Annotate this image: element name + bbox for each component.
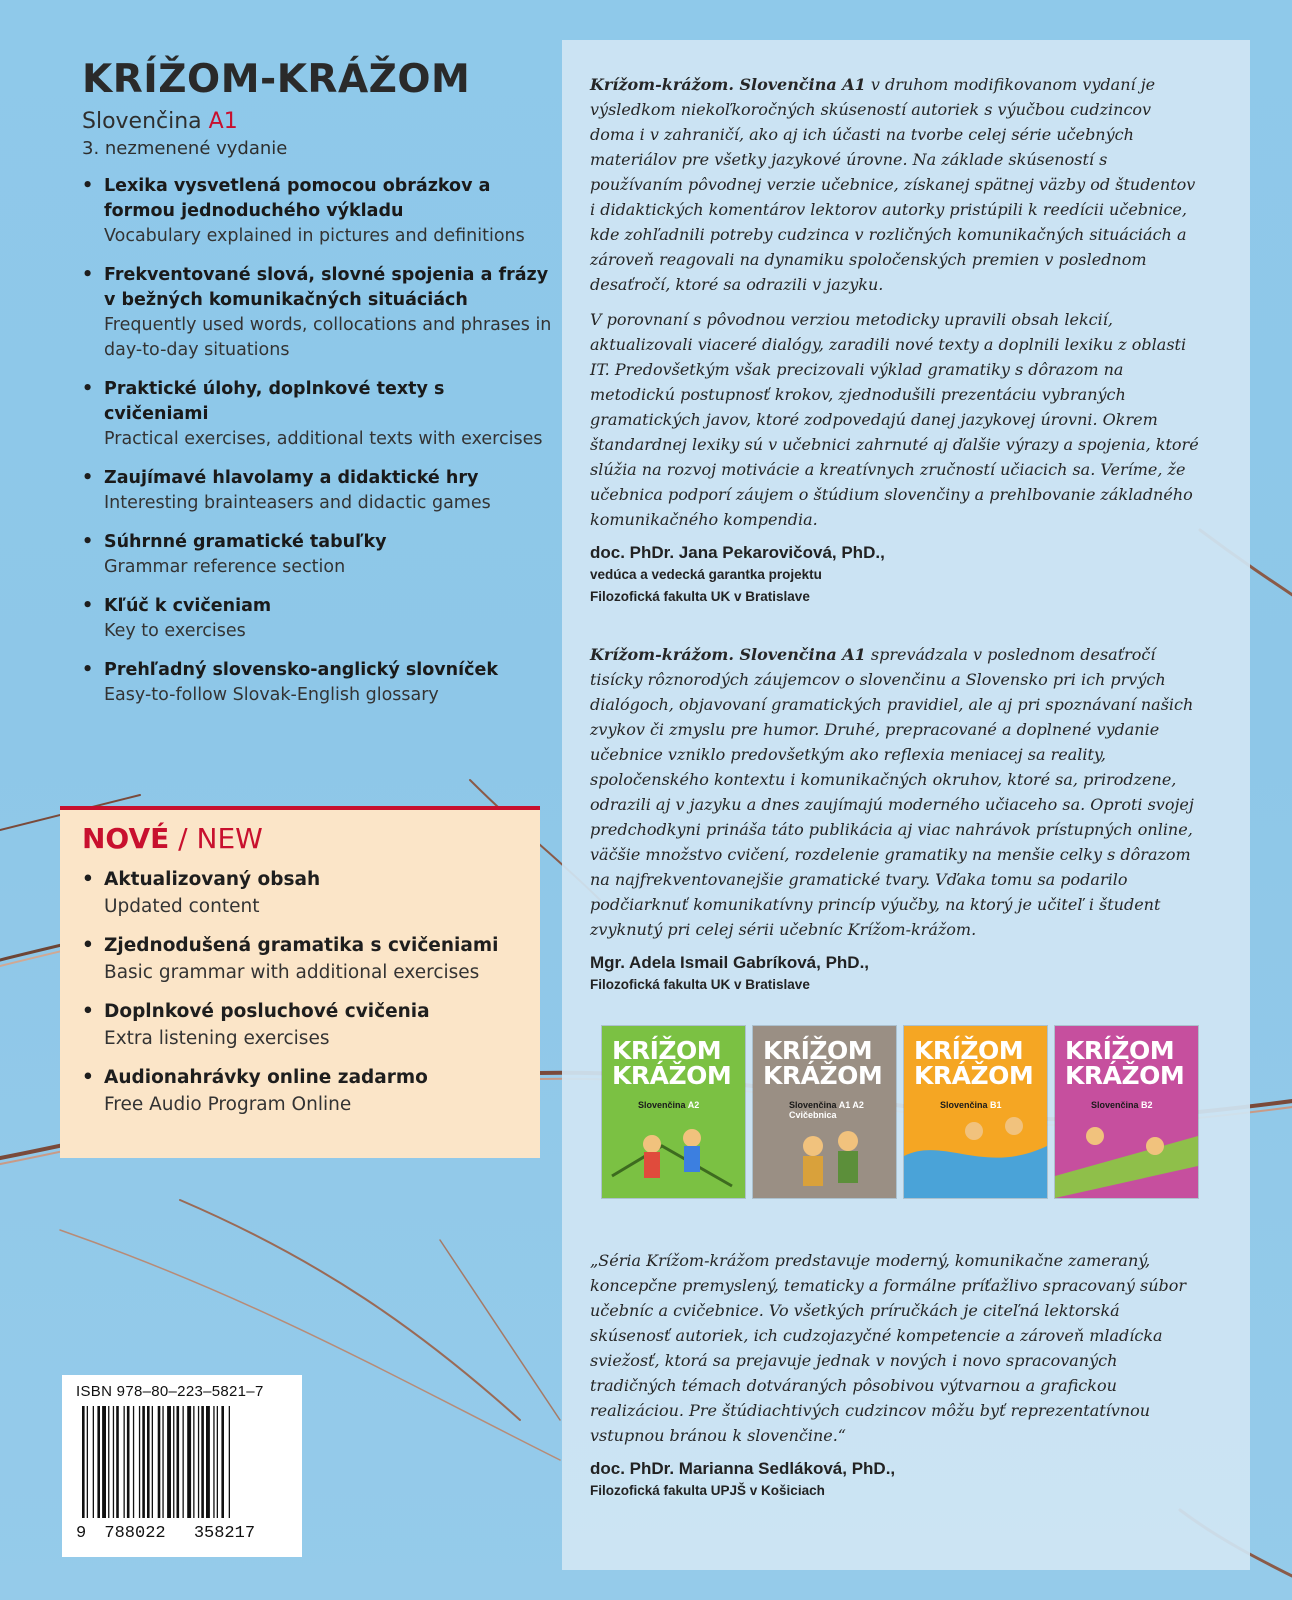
new-feature-sk: • Aktualizovaný obsah [104, 869, 321, 890]
barcode-bar [102, 1406, 106, 1518]
para1-text: v druhom modifikovanom vydaní je výsledkom niekoľkoročných skúseností autoriek s výučbou cudzincov doma i v zahraničí, ako aj ich účasti na tvorbe celej série učebných materiálov pre všetky jazykové úrovne. Na základe skúseností s používaním pôvodnej verzie učebnice, získanej spätnej väzby od študentov i didaktických komentárov lektorov autorky pristúpili k reedícii učebnice, kde zohľadnili potreby cudzinca v rozličných komunikačných situáciách a zároveň reagovali na dynamiku spoločenských premien v poslednom desaťročí, ktoré sa odrazili v jazyku. [590, 75, 1196, 294]
cover-title [763, 1038, 882, 1088]
barcode-bar [113, 1406, 114, 1518]
para3-lead: Krížom-krážom. Slovenčina A1 [590, 645, 866, 664]
new-feature-sk: • Zjednodušená gramatika s cvičeniami [104, 935, 499, 956]
barcode-image [76, 1406, 290, 1526]
cover-a1-a2-workbook [753, 1026, 896, 1198]
cover-label: Slovenčina [638, 1100, 686, 1110]
new-feature-list [82, 866, 520, 1118]
cover-title-line2: KRÁŽOM [763, 1061, 883, 1090]
new-feature-item [82, 932, 520, 986]
isbn-barcode-box [62, 1375, 302, 1557]
barcode-bar [142, 1406, 145, 1518]
cover-title-line1: KRÍŽOM [763, 1036, 873, 1065]
author3-affiliation: Filozofická fakulta UPJŠ v Košiciach [590, 1483, 825, 1498]
author1-signature [590, 542, 1230, 608]
cover-title-line2: KRÁŽOM [914, 1061, 1034, 1090]
barcode-bar [167, 1406, 171, 1518]
feature-item [82, 174, 552, 249]
barcode-bar [173, 1406, 174, 1518]
new-feature-en: Free Audio Program Online [104, 1094, 352, 1115]
author1-affiliation: Filozofická fakulta UK v Bratislave [590, 589, 810, 604]
feature-sk: • Zaujímavé hlavolamy a didaktické hry [104, 468, 479, 488]
barcode-bar [116, 1406, 119, 1518]
author3-signature [590, 1458, 1230, 1502]
barcode-digits-left: 788022 [104, 1524, 166, 1543]
barcode-bar [152, 1406, 153, 1518]
feature-en: Practical exercises, additional texts with exercises [104, 429, 543, 449]
barcode-bar [187, 1406, 191, 1518]
cover-title [1065, 1038, 1184, 1088]
new-feature-en: Basic grammar with additional exercises [104, 962, 480, 983]
barcode-bar [198, 1406, 199, 1518]
feature-list [82, 174, 552, 708]
new-heading-en: NEW [196, 822, 263, 855]
feature-item [82, 263, 552, 363]
barcode-bar [82, 1406, 85, 1518]
cover-title-line2: KRÁŽOM [1065, 1061, 1185, 1090]
description-panel [562, 40, 1250, 1570]
barcode-bar [162, 1406, 163, 1518]
new-feature-en: Extra listening exercises [104, 1028, 330, 1049]
cover-label: Slovenčina [1091, 1100, 1139, 1110]
subtitle [82, 108, 552, 136]
feature-sk: • Praktické úlohy, doplnkové texty s cvičeniami [104, 379, 445, 424]
cover-level: A2 [687, 1100, 700, 1110]
barcode-digits-right: 358217 [193, 1524, 256, 1543]
series-covers [602, 1026, 1230, 1198]
cover-extra: Cvičebnica [789, 1110, 837, 1120]
author1-role: vedúca a vedecká garantka projektu [590, 567, 822, 582]
author2-name: Mgr. Adela Ismail Gabríková, PhD., [590, 953, 870, 972]
cover-title [612, 1038, 731, 1088]
cover-b1 [904, 1026, 1047, 1198]
barcode-bar [139, 1406, 140, 1518]
cover-label: Slovenčina [940, 1100, 988, 1110]
description-paragraph-1 [590, 72, 1200, 297]
left-column [82, 56, 552, 722]
barcode-bar [221, 1406, 224, 1518]
cover-level: B2 [1141, 1100, 1153, 1110]
new-heading-sk: NOVÉ [82, 822, 170, 855]
cover-title-line1: KRÍŽOM [612, 1036, 722, 1065]
barcode-bar [177, 1406, 180, 1518]
barcode-bar [108, 1406, 109, 1518]
barcode-bar [127, 1406, 130, 1518]
new-feature-sk: • Audionahrávky online zadarmo [104, 1067, 428, 1088]
cover-a2 [602, 1026, 745, 1198]
barcode-bar [133, 1406, 134, 1518]
feature-en: Interesting brainteasers and didactic games [104, 493, 491, 513]
isbn-number: ISBN 978–80–223–5821–7 [76, 1383, 264, 1400]
new-feature-sk: • Doplnkové posluchové cvičenia [104, 1001, 430, 1022]
para3-text: sprevádzala v poslednom desaťročí tisícky rôznorodých záujemcov o slovenčinu a Slovensko pri ich prvých dialógoch, objavovaní gramatických pravidiel, ale aj pri spoznávaní našich zvykov či zmyslu pre humor. Druhé, prepracované a doplnené vydanie učebnice vzniklo predovšetkým ako reflexia meniacej sa reality, spoločenského kontextu i komunikačných okruhov, ktoré sa, prirodzene, odrazili aj v jazyku a dnes zaujímajú moderného učiaceho sa. Oproti svojej predchodkyni prináša táto publikácia aj viac nahrávok prístupných online, väčšie množstvo cvičení, rozdelenie gramatiky na menšie celky s dôrazom na najfrekventovanejšie gramatické tvary. Vďaka tomu sa podarilo podčiarknuť komunikatívny princíp výučby, na ktorý je učiteľ i študent zvyknutý pri celej sérii učebníc Krížom-krážom. [590, 645, 1194, 939]
barcode-bar [213, 1406, 214, 1518]
barcode-digit-first: 9 [76, 1524, 87, 1543]
cover-title-line2: KRÁŽOM [612, 1061, 732, 1090]
subtitle-level: A1 [208, 109, 238, 134]
new-heading [82, 822, 520, 856]
description-paragraph-3 [590, 642, 1200, 942]
feature-en: Frequently used words, collocations and phrases in day-to-day situations [104, 315, 552, 360]
barcode-digits [76, 1524, 292, 1543]
feature-en: Grammar reference section [104, 557, 346, 577]
feature-item [82, 530, 552, 580]
barcode-bar [124, 1406, 125, 1518]
feature-item [82, 377, 552, 452]
barcode-bar [183, 1406, 184, 1518]
cover-subtitle [1091, 1100, 1153, 1110]
barcode-bar [217, 1406, 218, 1518]
author2-affiliation: Filozofická fakulta UK v Bratislave [590, 977, 810, 992]
para1-lead: Krížom-krážom. Slovenčina A1 [590, 75, 866, 94]
feature-en: Easy-to-follow Slovak-English glossary [104, 685, 439, 705]
review-quote: „Séria Krížom-krážom predstavuje moderný, komunikačne zameraný, koncepčne premyslený, tematicky a formálne príťažlivo spracovaný súbor učebníc a cvičebnice. Vo všetkých príručkách je citeľná lektorská skúsenosť autoriek, ich cudzojazyčné kompetencie a zároveň mladícka sviežosť, ktorá sa prejavuje jednak v nových i novo spracovaných tradičných témach dotváraných pôsobivou výtvarnou a grafickou realizáciou. Pre štúdiachtivých cudzincov môžu byť reprezentatívnou vstupnou bránou k slovenčine.“ [590, 1251, 1187, 1445]
feature-item [82, 594, 552, 644]
barcode-bar [229, 1406, 230, 1518]
description-paragraph-2: V porovnaní s pôvodnou verziou metodicky upravili obsah lekcií, aktualizovali viaceré dialógy, zaradili nové texty a doplnili lexiku z oblasti IT. Predovšetkým však precizovali výklad gramatiky s dôrazom na metodickú postupnosť krokov, zjednodušili prezentáciu vybraných gramatických javov, ktoré zodpovedajú danej jazykovej úrovni. Okrem štandardnej lexiky sú v učebnici zahrnuté aj ďalšie výrazy a spojenia, ktoré slúžia na rozvoj motivácie a kreatívnych zručností učiacich sa. Veríme, že učebnica podporí záujem o štúdium slovenčiny a prehlbovanie základného komunikačného kompendia. [590, 310, 1199, 529]
barcode-bar [97, 1406, 100, 1518]
subtitle-prefix: Slovenčina [82, 109, 202, 134]
cover-title [914, 1038, 1033, 1088]
feature-sk: • Lexika vysvetlená pomocou obrázkov a formou jednoduchého výkladu [104, 176, 491, 221]
cover-b2 [1055, 1026, 1198, 1198]
new-feature-item [82, 998, 520, 1052]
new-feature-item [82, 866, 520, 920]
cover-subtitle [789, 1100, 864, 1120]
barcode-bar [147, 1406, 150, 1518]
new-feature-item [82, 1064, 520, 1118]
book-title: KRÍŽOM-KRÁŽOM [82, 57, 471, 102]
feature-en: Vocabulary explained in pictures and definitions [104, 226, 525, 246]
feature-item [82, 658, 552, 708]
barcode-bar [93, 1406, 94, 1518]
feature-sk: • Frekventované slová, slovné spojenia a frázy v bežných komunikačných situáciách [104, 265, 549, 310]
cover-subtitle [940, 1100, 1002, 1110]
feature-sk: • Prehľadný slovensko-anglický slovníček [104, 660, 498, 680]
feature-sk: • Kľúč k cvičeniam [104, 596, 272, 616]
barcode-bar [193, 1406, 194, 1518]
feature-en: Key to exercises [104, 621, 246, 641]
feature-item [82, 466, 552, 516]
cover-level: A1 A2 [838, 1100, 864, 1110]
author2-signature [590, 952, 1230, 996]
new-features-box [60, 806, 540, 1158]
cover-level: B1 [990, 1100, 1002, 1110]
author3-name: doc. PhDr. Marianna Sedláková, PhD., [590, 1459, 896, 1478]
barcode-bar [206, 1406, 210, 1518]
feature-sk: • Súhrnné gramatické tabuľky [104, 532, 387, 552]
barcode-bar [201, 1406, 204, 1518]
barcode-bar [87, 1406, 88, 1518]
new-heading-separator: / [169, 822, 197, 855]
cover-title-line1: KRÍŽOM [914, 1036, 1024, 1065]
cover-label: Slovenčina [789, 1100, 837, 1110]
edition-note: 3. nezmenené vydanie [82, 138, 288, 159]
cover-title-line1: KRÍŽOM [1065, 1036, 1175, 1065]
cover-subtitle [638, 1100, 699, 1110]
author1-name: doc. PhDr. Jana Pekarovičová, PhD., [590, 543, 885, 562]
barcode-bar [158, 1406, 161, 1518]
new-feature-en: Updated content [104, 896, 260, 917]
